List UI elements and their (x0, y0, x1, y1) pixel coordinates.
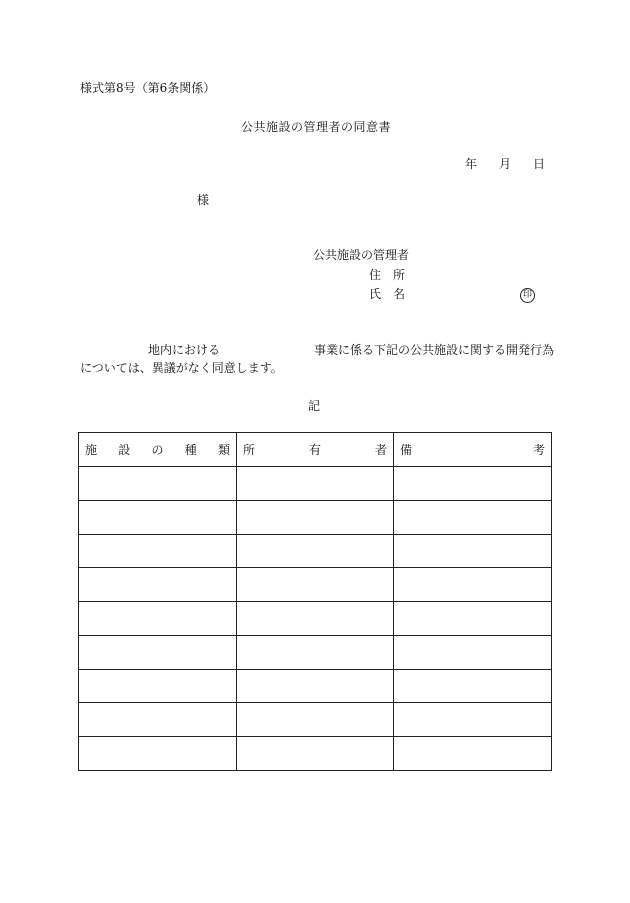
header-owner: 所 有 者 (237, 433, 394, 467)
table-cell[interactable] (394, 737, 552, 771)
seal-icon: 印 (520, 288, 535, 303)
table-cell[interactable] (79, 534, 237, 568)
table-cell[interactable] (79, 568, 237, 602)
table-cell[interactable] (237, 737, 394, 771)
body-text-2: については、異議がなく同意します。 (80, 361, 283, 375)
ki-heading: 記 (308, 399, 321, 413)
table-cell[interactable] (394, 500, 552, 534)
table-cell[interactable] (79, 500, 237, 534)
table-cell[interactable] (79, 703, 237, 737)
table-cell[interactable] (237, 669, 394, 703)
table-cell[interactable] (394, 568, 552, 602)
table-cell[interactable] (79, 602, 237, 636)
header-remarks: 備 考 (394, 433, 552, 467)
table-cell[interactable] (394, 534, 552, 568)
table-row (79, 602, 552, 636)
table-row (79, 669, 552, 703)
date-day-label: 日 (532, 157, 545, 171)
table-row (79, 467, 552, 501)
table-cell[interactable] (79, 467, 237, 501)
table-cell[interactable] (394, 602, 552, 636)
table-cell[interactable] (237, 602, 394, 636)
table-row (79, 534, 552, 568)
date-line (465, 157, 545, 171)
sender-name-label: 氏 名 (369, 287, 405, 301)
table-header-row (79, 433, 552, 467)
addressee-suffix: 様 (197, 193, 210, 207)
date-month-label: 月 (498, 157, 511, 171)
sender-role: 公共施設の管理者 (313, 248, 410, 262)
sender-address-label: 住 所 (369, 268, 405, 282)
page-title: 公共施設の管理者の同意書 (241, 120, 392, 134)
form-number: 様式第8号（第6条関係） (80, 81, 216, 95)
table-row (79, 737, 552, 771)
table-cell[interactable] (237, 703, 394, 737)
table-cell[interactable] (79, 669, 237, 703)
table-cell[interactable] (394, 635, 552, 669)
table-cell[interactable] (79, 737, 237, 771)
table-row (79, 568, 552, 602)
table-cell[interactable] (237, 568, 394, 602)
table-cell[interactable] (237, 467, 394, 501)
header-facility-type: 施 設 の 種 類 (79, 433, 237, 467)
table-row (79, 635, 552, 669)
table-row (79, 703, 552, 737)
facility-table (78, 432, 552, 771)
table-cell[interactable] (394, 467, 552, 501)
table-cell[interactable] (237, 500, 394, 534)
table-cell[interactable] (394, 669, 552, 703)
body-text-1a: 地内における (148, 343, 221, 357)
date-year-label: 年 (465, 157, 478, 171)
table-row (79, 500, 552, 534)
seal-mark (520, 286, 535, 303)
table-cell[interactable] (237, 635, 394, 669)
table-cell[interactable] (394, 703, 552, 737)
table-cell[interactable] (79, 635, 237, 669)
body-text-1b: 事業に係る下記の公共施設に関する開発行為 (314, 343, 555, 357)
table-cell[interactable] (237, 534, 394, 568)
